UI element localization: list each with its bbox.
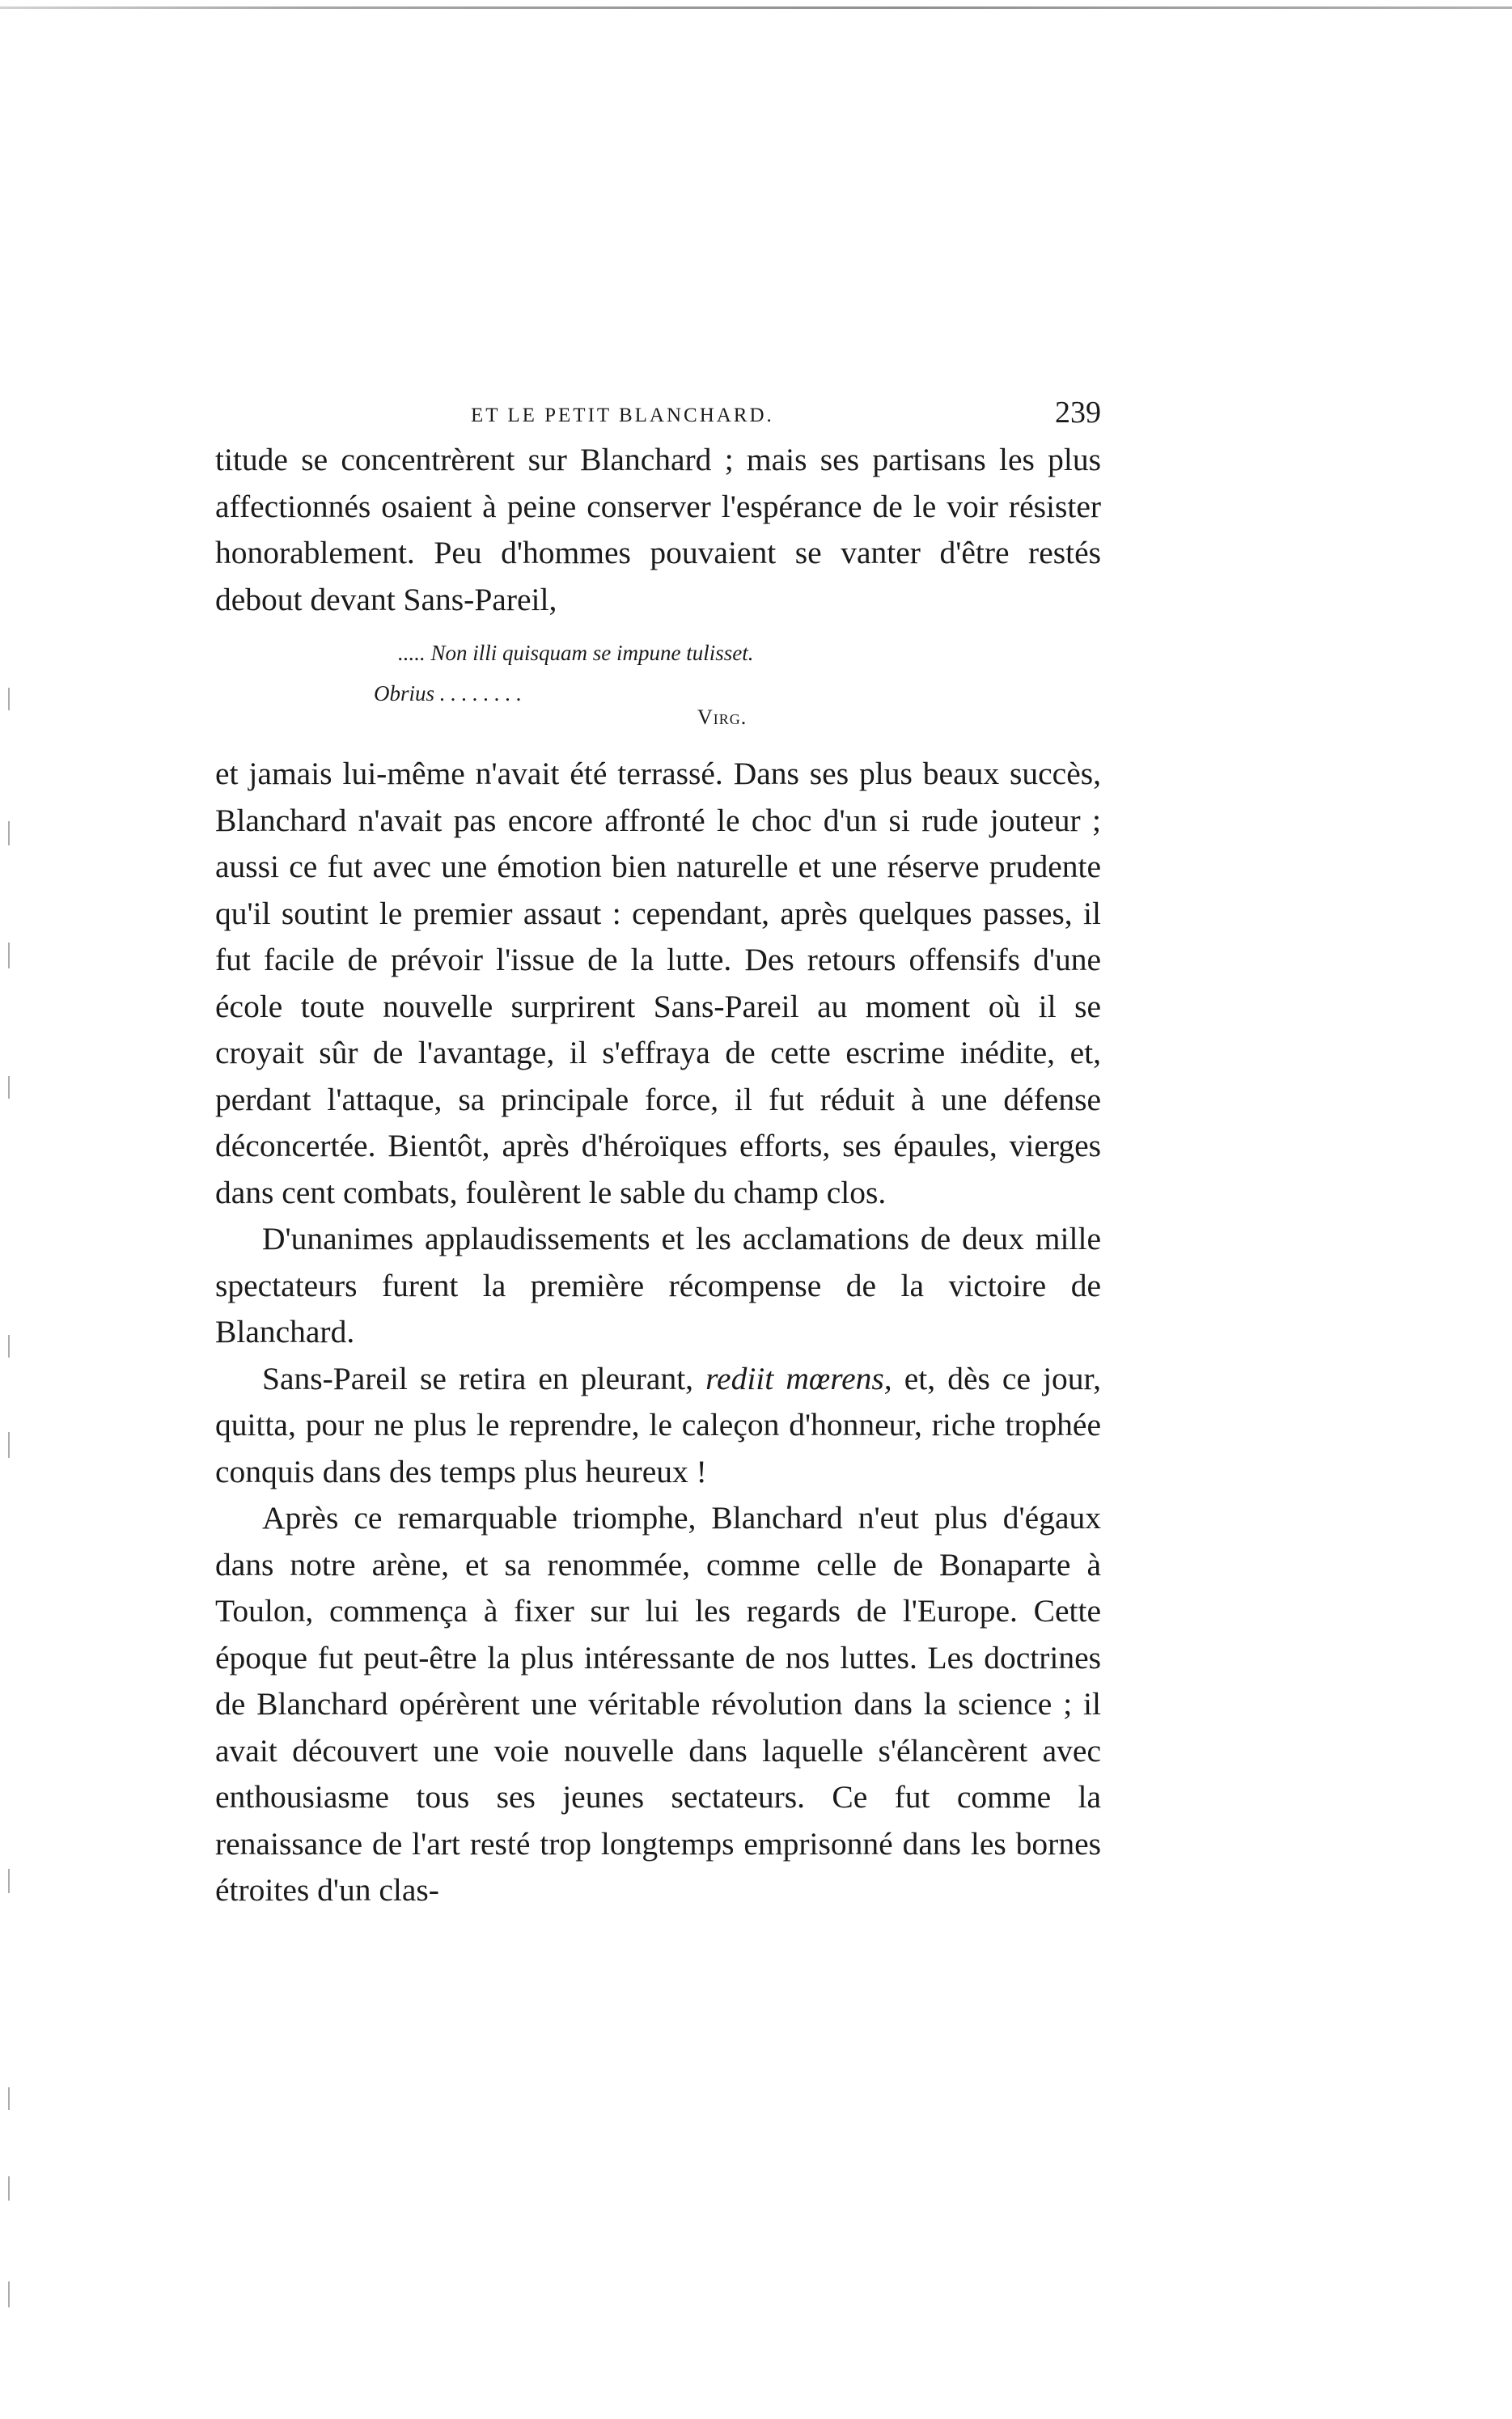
quote-line: Obrius . . . . . . . .	[374, 681, 523, 705]
gutter-mark	[8, 2281, 10, 2307]
gutter-mark	[8, 2087, 10, 2110]
quote-line: ..... Non illi quisquam se impune tulisset.	[398, 641, 754, 665]
gutter-mark	[8, 1432, 10, 1458]
running-title: ET LE PETIT BLANCHARD.	[471, 405, 774, 426]
latin-phrase: rediit mœrens,	[705, 1360, 892, 1396]
gutter-mark	[8, 1335, 10, 1358]
gutter-mark	[8, 1076, 10, 1099]
paragraph-text: et, dès ce jour, quitta, pour ne plus le reprendre, le caleçon d'honneur, riche trophée conquis dans des temps plus heureux !	[215, 1360, 1101, 1489]
gutter-mark	[8, 1869, 10, 1893]
gutter-mark	[8, 2176, 10, 2201]
running-head	[215, 388, 1101, 437]
quote-attribution: Virg.	[697, 705, 748, 729]
latin-quotation	[215, 641, 1101, 736]
paragraph-continuation: titude se concentrèrent sur Blanchard ; mais ses partisans les plus affectionnés osaient à peine conserver l'espérance de le voir résister honorablement. Peu d'hommes pouvaient se vanter d'être restés debout devant Sans-Pareil,	[215, 442, 1101, 617]
paragraph: et jamais lui-même n'avait été terrassé. Dans ses plus beaux succès, Blanchard n'avait pas encore affronté le choc d'un si rude jouteur ; aussi ce fut avec une émotion bien naturelle et une réserve prudente qu'il soutint le premier assaut : cependant, après quelques passes, il fut facile de prévoir l'issue de la lutte. Des retours offensifs d'une école toute nouvelle surprirent Sans-Pareil au moment où il se croyait sûr de l'avantage, il s'effraya de cette escrime inédite, et, perdant l'attaque, sa principale force, il fut réduit à une défense déconcertée. Bientôt, après d'héroïques efforts, ses épaules, vierges dans cent combats, foulèrent le sable du champ clos.	[215, 756, 1101, 1210]
gutter-mark	[8, 943, 10, 968]
scan-edge-rule	[0, 6, 1512, 9]
book-page	[215, 388, 1101, 1914]
body-text	[215, 437, 1101, 1914]
paragraph-text: Sans-Pareil se retira en pleurant,	[262, 1360, 706, 1396]
paragraph-sans-pareil	[215, 1356, 1101, 1496]
paragraph: D'unanimes applaudissements et les acclamations de deux mille spectateurs furent la première récompense de la victoire de Blanchard.	[215, 1221, 1101, 1349]
gutter-mark	[8, 821, 10, 845]
page-number: 239	[1055, 396, 1101, 430]
gutter-mark	[8, 688, 10, 710]
paragraph: Après ce remarquable triomphe, Blanchard n'eut plus d'égaux dans notre arène, et sa renommée, comme celle de Bonaparte à Toulon, commença à fixer sur lui les regards de l'Europe. Cette époque fut peut-être la plus intéressante de nos luttes. Les doctrines de Blanchard opérèrent une véritable révolution dans la science ; il avait découvert une voie nouvelle dans laquelle s'élancèrent avec enthousiasme tous ses jeunes sectateurs. Ce fut comme la renaissance de l'art resté trop longtemps emprisonné dans les bornes étroites d'un clas-	[215, 1500, 1101, 1908]
